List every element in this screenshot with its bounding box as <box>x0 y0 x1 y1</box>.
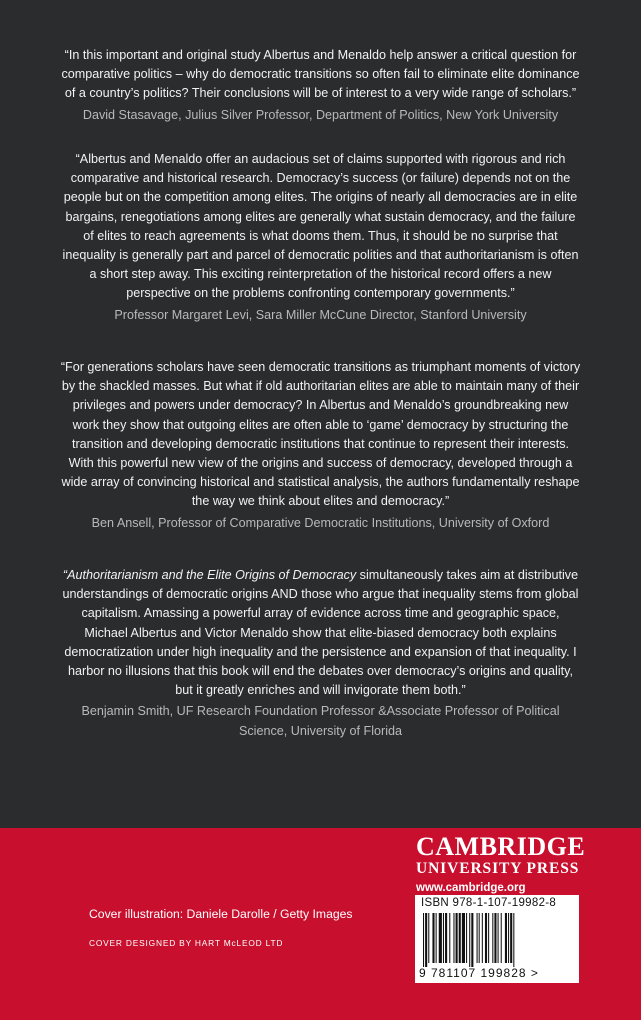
quote-body: simultaneously takes aim at distributive understandings of democratic origins AND those who argue that inequality stems from global capitalism. Amassing a powerful array of evidence across time and geographic space, Michael Albertus and Victor Menaldo show that elite-biased democracy both explains democratization under high inequality and the persistence and expansion of that inequality. I harbor no illusions that this book will end the debates over democracy’s origins and quality, but it greatly enriches and will invigorate them both.” <box>62 568 579 698</box>
barcode-bar <box>498 913 499 963</box>
endorsement-quote-3 <box>60 358 581 533</box>
barcode-bar <box>508 913 509 963</box>
barcode-bar <box>428 913 429 963</box>
barcode-bar <box>492 913 493 963</box>
barcode-bar <box>449 913 450 963</box>
quote-attribution: Professor Margaret Levi, Sara Miller McCune Director, Stanford University <box>114 307 527 322</box>
publisher-name: CAMBRIDGE <box>416 832 586 861</box>
barcode-bar <box>445 913 447 963</box>
barcode-bar <box>488 913 489 963</box>
barcode-bar <box>513 913 514 967</box>
barcode-bar <box>501 913 502 963</box>
endorsement-quote-1 <box>60 46 581 125</box>
barcode-bar <box>482 913 483 963</box>
cover-illustration-credit: Cover illustration: Daniele Darolle / Getty Images <box>89 907 353 921</box>
quote-attribution: Ben Ansell, Professor of Comparative Democratic Institutions, University of Oxford <box>91 515 550 530</box>
barcode-bar <box>439 913 442 963</box>
quote-text: “For generations scholars have seen democratic transitions as triumphant moments of victory by the shackled masses. But what if old authoritarian elites are able to maintain many of their privileges and powers under democracy? In Albertus and Menaldo’s groundbreaking new work they show that outgoing elites are often able to ‘game’ democracy by structuring the transition and developing democratic institutions that continue to represent their interests. With this powerful new view of the origins and success of democracy, developed through a wide array of convincing historical and statistical analysis, the authors fundamentally reshape the way we think about elites and democracy.” <box>60 360 581 509</box>
quote-text <box>60 566 581 700</box>
quote-attribution: Benjamin Smith, UF Research Foundation Professor &Associate Professor of Political Science, University of Florida <box>81 704 560 738</box>
barcode-bars <box>421 913 573 967</box>
quote-text: “In this important and original study Albertus and Menaldo help answer a critical question for comparative politics – why do democratic transitions so often fail to eliminate elite dominance of a country’s politics? Their conclusions will be of interest to a very wide range of scholars.” <box>61 48 580 101</box>
isbn-label: ISBN 978-1-107-19982-8 <box>421 897 557 909</box>
cover-designer-credit: COVER DESIGNED BY HART McLEOD LTD <box>89 938 284 948</box>
barcode-bar <box>466 913 467 963</box>
barcode-bar <box>479 913 480 963</box>
quote-attribution: David Stasavage, Julius Silver Professor, Department of Politics, New York University <box>82 107 559 122</box>
endorsement-quote-2 <box>60 150 581 325</box>
barcode-bar <box>436 913 437 963</box>
barcode-bar <box>459 913 461 963</box>
barcode-bar <box>425 913 427 967</box>
isbn-barcode <box>415 895 579 983</box>
endorsement-quote-4 <box>60 566 581 741</box>
cambridge-logo <box>416 834 616 898</box>
barcode-digits: 9 781107 199828 > <box>419 966 539 980</box>
quote-text: “Albertus and Menaldo offer an audacious set of claims supported with rigorous and rich comparative and historical research. Democracy’s success (or failure) depends not on the people but on the competition among elites. The origins of nearly all democracies are in elite bargains, renegotiations among elites are generally what sustain democracy, and the failure of elites to reach agreements is what dooms them. Thus, it should be no surprise that inequality is generally part and parcel of democratic polities and that authoritarianism is often a short step away. This exciting reinterpretation of the historical record offers a new perspective on the problems confronting contemporary governments.” <box>62 152 579 301</box>
publisher-subtitle: UNIVERSITY PRESS <box>416 860 580 877</box>
book-title-italic: “Authoritarianism and the Elite Origins of Democracy <box>62 568 357 582</box>
barcode-bar <box>485 913 487 963</box>
barcode-bar <box>423 913 424 967</box>
barcode-bar <box>505 913 507 963</box>
barcode-bar <box>471 913 473 967</box>
barcode-bar <box>453 913 454 963</box>
barcode-bar <box>462 913 465 963</box>
barcode-bar <box>456 913 458 963</box>
red-publisher-band <box>0 828 641 1020</box>
barcode-bar <box>494 913 496 963</box>
barcode-bar <box>477 913 478 963</box>
barcode-bar <box>469 913 470 967</box>
barcode-bar <box>443 913 444 963</box>
barcode-bar <box>432 913 434 963</box>
barcode-bar <box>510 913 512 963</box>
publisher-url: www.cambridge.org <box>416 882 526 894</box>
